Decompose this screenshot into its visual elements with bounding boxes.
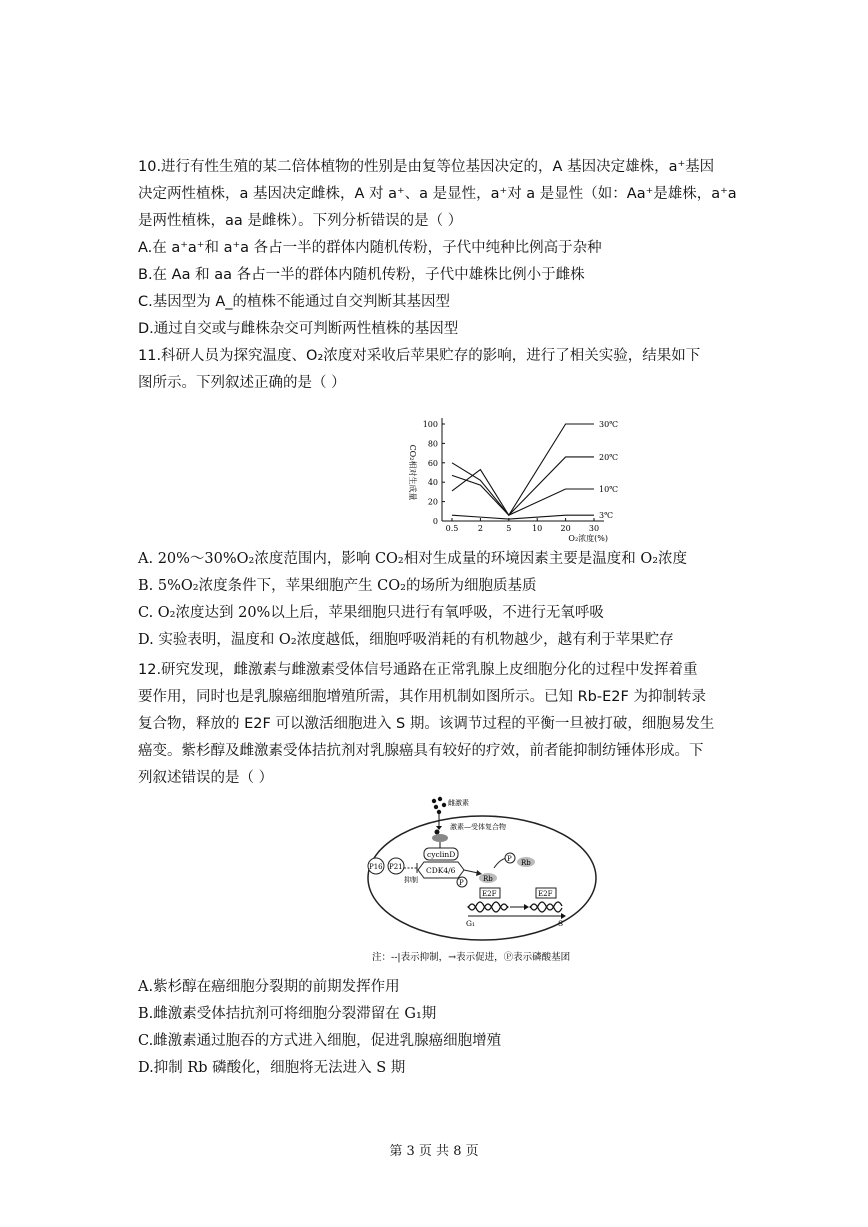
- estrogen-label: 雌激素: [448, 799, 469, 807]
- inhibit-label: 抑制: [404, 876, 418, 884]
- hormone-receptor-complex: [432, 834, 448, 842]
- x-tick-label: 10: [532, 524, 543, 533]
- q10-option-d: D.通过自交或与雌株杂交可判断两性植株的基因型: [138, 321, 459, 337]
- q11-option-c: C. O₂浓度达到 20%以上后，苹果细胞只进行有氧呼吸，不进行无氧呼吸: [138, 605, 604, 621]
- chart-lines: [452, 424, 594, 519]
- q12-stem-line-2: 要作用，同时也是乳腺癌细胞增殖所需，其作用机制如图所示。已知 Rb-E2F 为抑制转录: [138, 689, 706, 705]
- estrogen-pathway-diagram: [360, 796, 620, 966]
- e2f-label-1: E2F: [482, 890, 497, 898]
- y-tick-label: 20: [427, 497, 438, 507]
- x-tick-label: 20: [560, 524, 571, 533]
- q12-option-c: C.雌激素通过胞吞的方式进入细胞，促进乳腺癌细胞增殖: [138, 1033, 502, 1049]
- q11-option-d: D. 实验表明，温度和 O₂浓度越低，细胞呼吸消耗的有机物越少，越有利于苹果贮存: [138, 632, 674, 648]
- y-tick-label: 60: [427, 458, 438, 468]
- q12-option-b: B.雌激素受体拮抗剂可将细胞分裂滞留在 G₁期: [138, 1006, 437, 1022]
- series-line-2: [452, 463, 594, 515]
- q10-option-b: B.在 Aa 和 aa 各占一半的群体内随机传粉，子代中雄株比例小于雌株: [138, 267, 585, 283]
- chart-axes: [442, 418, 604, 521]
- series-label-0: 30℃: [599, 420, 619, 429]
- q10-stem-line-2: 决定两性植株，a 基因决定雌株，A 对 a⁺、a 是显性，a⁺对 a 是显性（如：Aa⁺是雄株，a⁺a: [138, 186, 737, 202]
- y-tick-label: 100: [422, 420, 438, 429]
- estrogen-molecules: [432, 797, 446, 814]
- series-line-0: [452, 424, 594, 515]
- q12-stem-line-4: 癌变。紫杉醇及雌激素受体拮抗剂对乳腺癌具有较好的疗效，前者能抑制纺锤体形成。下: [138, 743, 704, 759]
- rb-label-2: Rb: [521, 859, 531, 867]
- e2f-label-2: E2F: [538, 890, 553, 898]
- x-tick-label: 5: [506, 524, 512, 533]
- q12-stem-line-1: 12.研究发现，雌激素与雌激素受体信号通路在正常乳腺上皮细胞分化的过程中发挥着重: [138, 662, 698, 678]
- q12-option-a: A.紫杉醇在癌细胞分裂期的前期发挥作用: [138, 979, 400, 995]
- o2-co2-line-chart: [396, 400, 646, 545]
- q10-stem-line-3: 是两性植株，aa 是雌株）。下列分析错误的是（ ）: [138, 213, 463, 229]
- cdk46-label: CDK4/6: [426, 866, 456, 875]
- series-label-2: 10℃: [599, 484, 619, 494]
- rb-label-1: Rb: [483, 875, 493, 883]
- y-tick-label: 0: [432, 517, 438, 526]
- y-axis-label: CO₂相对生成量: [408, 444, 417, 501]
- page-footer: 第 3 页 共 8 页: [389, 1144, 479, 1159]
- chart-labels: [408, 420, 618, 543]
- x-tick-label: 30: [588, 524, 600, 533]
- diagram-note: 注：--|表示抑制，→表示促进，Ⓟ表示磷酸基团: [372, 952, 571, 963]
- q12-option-d: D.抑制 Rb 磷酸化，细胞将无法进入 S 期: [138, 1060, 406, 1076]
- q10-option-a: A.在 a⁺a⁺和 a⁺a 各占一半的群体内随机传粉，子代中纯种比例高于杂种: [138, 240, 602, 256]
- q10-stem-line-1: 10.进行有性生殖的某二倍体植物的性别是由复等位基因决定的，A 基因决定雄株，a⁺基因: [138, 159, 715, 175]
- q11-stem-line-2: 图所示。下列叙述正确的是（ ）: [138, 375, 346, 391]
- p-label-2: P: [507, 855, 512, 863]
- x-tick-label: 0.5: [445, 524, 459, 533]
- q11-option-b: B. 5%O₂浓度条件下，苹果细胞产生 CO₂的场所为细胞质基质: [138, 578, 537, 594]
- q11-option-a: A. 20%～30%O₂浓度范围内，影响 CO₂相对生成量的环境因素主要是温度和 O₂浓度: [138, 551, 688, 567]
- q10-option-c: C.基因型为 A_的植株不能通过自交判断其基因型: [138, 294, 451, 310]
- complex-label: 激素—受体复合物: [450, 823, 506, 831]
- p-label-1: P: [459, 879, 464, 887]
- p21-label: P21: [389, 863, 403, 871]
- y-tick-label: 80: [427, 439, 438, 449]
- y-tick-label: 40: [427, 478, 438, 488]
- series-line-3: [452, 515, 594, 519]
- dna-g1: [468, 904, 508, 912]
- p16-label: P16: [369, 863, 383, 871]
- q12-stem-line-5: 列叙述错误的是（ ）: [138, 770, 274, 786]
- x-axis-label: O₂浓度(%): [568, 534, 608, 543]
- cyclind-label: cyclinD: [427, 850, 456, 859]
- x-tick-label: 2: [477, 524, 483, 533]
- g1-label: G₁: [466, 919, 475, 928]
- q12-stem-line-3: 复合物，释放的 E2F 可以激活细胞进入 S 期。该调节过程的平衡一旦被打破，细胞易发生: [138, 716, 715, 732]
- s-label: S: [558, 919, 564, 928]
- series-line-1: [452, 457, 594, 515]
- series-label-1: 20℃: [599, 452, 619, 462]
- q11-stem-line-1: 11.科研人员为探究温度、O₂浓度对采收后苹果贮存的影响，进行了相关实验，结果如下: [138, 348, 701, 364]
- series-label-3: 3℃: [599, 511, 614, 521]
